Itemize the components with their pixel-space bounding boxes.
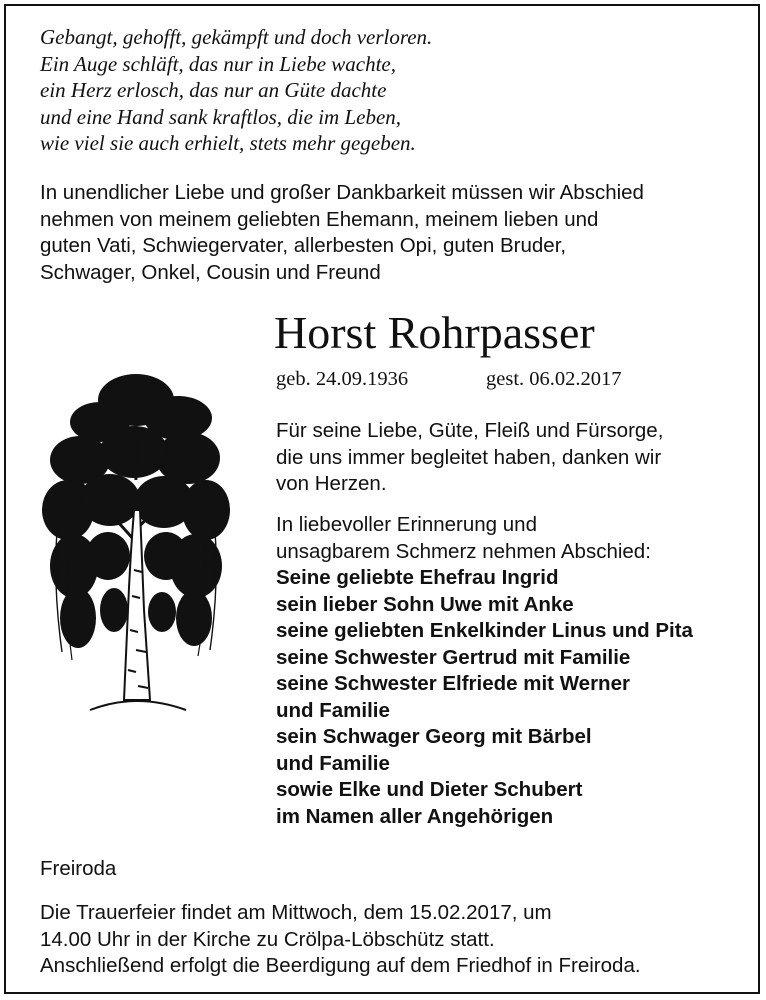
thanks-line: die uns immer begleitet haben, danken wir — [276, 445, 662, 469]
tree-ground — [90, 701, 186, 710]
funeral-line: Die Trauerfeier findet am Mittwoch, dem 15.02.2017, um — [40, 901, 552, 924]
poem-line: und eine Hand sank kraftlos, die im Leben, — [40, 104, 402, 129]
birch-tree-icon — [38, 360, 234, 724]
memory-line: unsagbarem Schmerz nehmen Abschied: — [276, 539, 651, 563]
intro-line: Schwager, Onkel, Cousin und Freund — [40, 260, 381, 284]
funeral-info — [40, 900, 750, 980]
thanks-line: von Herzen. — [276, 472, 387, 495]
poem-line: Ein Auge schläft, das nur in Liebe wachte, — [40, 51, 396, 76]
mourners-list — [276, 565, 746, 830]
intro-text — [40, 180, 750, 286]
mourner-line: sein lieber Sohn Uwe mit Anke — [276, 592, 574, 616]
death-date: gest. 06.02.2017 — [486, 368, 622, 390]
intro-line: nehmen von meinem geliebten Ehemann, meinem lieben und — [40, 207, 599, 231]
life-dates — [276, 366, 622, 392]
poem — [40, 24, 740, 157]
mourner-line: seine geliebten Enkelkinder Linus und Pita — [276, 619, 693, 642]
birth-date: geb. 24.09.1936 — [276, 368, 409, 390]
deceased-name: Horst Rohrpasser — [274, 307, 595, 358]
mourner-line: sowie Elke und Dieter Schubert — [276, 778, 583, 801]
poem-line: Gebangt, gehofft, gekämpft und doch verloren. — [40, 25, 433, 49]
mourner-line: sein Schwager Georg mit Bärbel — [276, 725, 592, 748]
mourner-line: seine Schwester Elfriede mit Werner — [276, 672, 630, 695]
mourner-line: seine Schwester Gertrud mit Familie — [276, 645, 631, 669]
mourner-line: und Familie — [276, 751, 390, 775]
poem-line: ein Herz erlosch, das nur an Güte dachte — [40, 78, 387, 102]
intro-line: In unendlicher Liebe und großer Dankbarkeit müssen wir Abschied — [40, 181, 644, 204]
poem-line: wie viel sie auch erhielt, stets mehr gegeben. — [40, 131, 416, 155]
thanks-line: Für seine Liebe, Güte, Fleiß und Fürsorge, — [276, 419, 664, 442]
thanks-text — [276, 418, 746, 498]
tree-trunk — [124, 510, 150, 700]
funeral-line: 14.00 Uhr in der Kirche zu Crölpa-Löbschütz statt. — [40, 927, 495, 951]
mourner-line: im Namen aller Angehörigen — [276, 804, 554, 828]
place-name: Freiroda — [40, 857, 117, 880]
memory-text — [276, 512, 746, 565]
funeral-line: Anschließend erfolgt die Beerdigung auf dem Friedhof in Freiroda. — [40, 954, 641, 977]
intro-line: guten Vati, Schwiegervater, allerbesten Opi, guten Bruder, — [40, 234, 567, 257]
memory-line: In liebevoller Erinnerung und — [276, 513, 537, 536]
mourner-line: Seine geliebte Ehefrau Ingrid — [276, 566, 559, 589]
mourner-line: und Familie — [276, 698, 390, 722]
